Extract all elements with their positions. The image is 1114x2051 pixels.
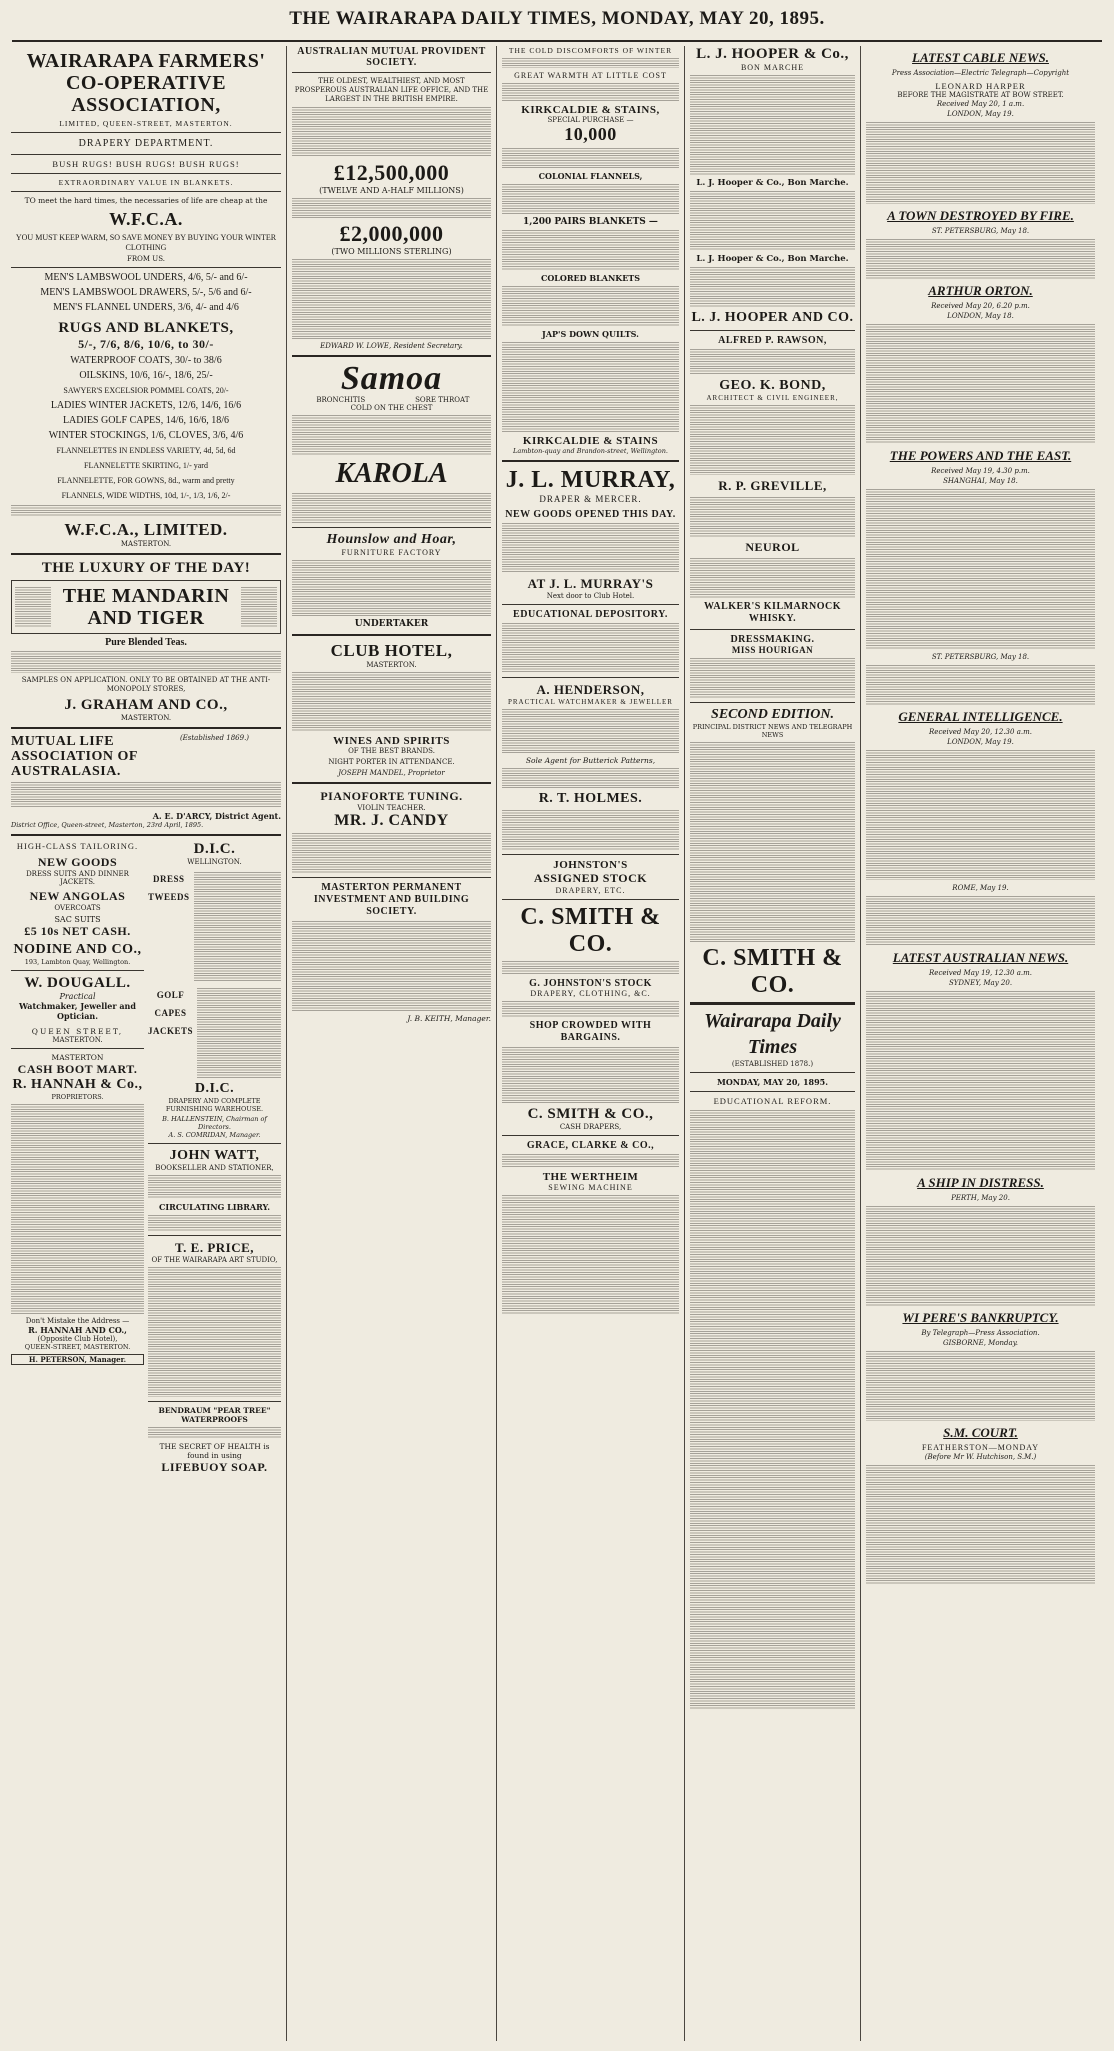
samples: SAMPLES ON APPLICATION. ONLY TO BE OBTAINED AT THE ANTI-MONOPOLY STORES, [21,676,271,693]
from-us: FROM US. [127,255,165,263]
new-goods-opened: NEW GOODS OPENED THIS DAY. [505,509,676,520]
body-text-block [690,349,855,375]
section-divider [148,1143,281,1144]
graham-place: MASTERTON. [120,714,172,722]
hounslow: Hounslow and Hoar, [326,532,457,547]
section-divider [502,1135,679,1136]
best-brands: OF THE BEST BRANDS. [348,747,435,755]
body-text-block [148,1215,281,1231]
price-line: OILSKINS, 10/6, 16/-, 18/6, 25/- [79,370,213,381]
dic-wellington: WELLINGTON. [187,858,242,866]
sore-throat: SORE THROAT [415,396,470,404]
hooper-2: L. J. Hooper & Co., Bon Marche. [696,178,849,188]
price-line: SAWYER'S EXCELSIOR POMMEL COATS, 20/- [63,386,229,395]
section-divider [292,877,491,878]
body-text-block [502,58,679,68]
holmes: R. T. HOLMES. [538,791,643,806]
ship-in-distress: A SHIP IN DISTRESS. [917,1175,1044,1190]
wfca-subtitle: LIMITED, QUEEN-STREET, MASTERTON. [59,119,233,128]
body-text-block [502,1154,679,1168]
st-petersburg-1: ST. PETERSBURG, May 18. [931,227,1030,235]
csmith: C. SMITH & CO. [520,904,661,957]
section-divider [148,1401,281,1402]
hannah-manager: H. PETERSON, Manager. [11,1354,144,1365]
amp-sub: THE OLDEST, WEALTHIEST, AND MOST PROSPEROUS AUSTRALIAN LIFE OFFICE, AND THE LARGEST IN THE BRITISH EMPIRE. [294,77,489,103]
section-divider [11,173,281,174]
body-text-block [866,122,1095,204]
dressmaking: DRESSMAKING. [730,634,815,645]
overcoats: OVERCOATS [54,904,101,912]
body-text-block [866,991,1095,1171]
hooper-3: L. J. Hooper & Co., Bon Marche. [696,254,849,264]
body-text-block [866,239,1095,279]
proprietors: PROPRIETORS. [51,1093,104,1101]
hooper: L. J. HOOPER & Co., [696,46,849,62]
luxury-heading: THE LUXURY OF THE DAY! [41,560,251,576]
shanghai: SHANGHAI, May 18. [943,477,1018,485]
london-2: LONDON, May 18. [947,312,1014,320]
price-line: MEN'S FLANNEL UNDERS, 3/6, 4/- and 4/6 [53,302,239,313]
body-text-block [11,651,281,673]
section-divider [502,677,679,678]
column-2 [289,46,494,2041]
body-text-block [292,259,491,339]
received-5: Received May 19, 12.30 a.m. [929,969,1032,977]
masthead [0,0,1114,40]
samoa-logo: Samoa [340,360,443,397]
body-text-block [866,324,1095,444]
sydney: SYDNEY, May 20. [948,979,1013,987]
body-text-block [690,497,855,537]
price-line: LADIES WINTER JACKETS, 12/6, 14/6, 16/6 [50,400,242,411]
wfca-ltd: W.F.C.A., LIMITED. [64,520,228,539]
henderson: A. HENDERSON, [536,682,645,697]
piano-tuning: PIANOFORTE TUNING. [320,789,463,803]
amp-funds-sub: (TWELVE AND A-HALF MILLIONS) [319,186,464,195]
section-divider [502,899,679,900]
bendraum: BENDRAUM "PEAR TREE" WATERPROOFS [158,1406,271,1424]
latest-cable-news: LATEST CABLE NEWS. [912,50,1049,65]
kirkcaldie: KIRKCALDIE & STAINS, [521,104,660,116]
bond: GEO. K. BOND, [719,378,826,393]
body-text-block [690,267,855,307]
section-divider [11,970,144,971]
rome: ROME, May 19. [952,884,1009,892]
hannah: R. HANNAH & Co., [12,1077,143,1092]
body-text-block [866,1351,1095,1421]
section-divider [690,1091,855,1092]
section-divider [690,629,855,630]
body-text-block [502,148,679,168]
price-line: MEN'S LAMBSWOOL DRAWERS, 5/-, 5/6 and 6/- [40,287,252,298]
csmith-2: C. SMITH & CO., [527,1106,654,1122]
permanent-society: MASTERTON PERMANENT INVESTMENT AND BUILDING SOCIETY. [313,882,470,917]
karola-logo: KAROLA [335,458,448,489]
amp-signature: EDWARD W. LOWE, Resident Secretary. [320,342,463,350]
body-text-block [690,75,855,175]
body-text-block [502,1001,679,1017]
daily-times-logo: Wairarapa Daily Times [704,1010,841,1058]
masthead-title: THE WAIRARAPA DAILY TIMES, MONDAY, MAY 20, 1895. [289,8,825,29]
wfca-name: W.F.C.A. [109,209,183,229]
at-murray: AT J. L. MURRAY'S [527,576,654,591]
dougall-place: MASTERTON. [52,1036,103,1044]
body-text-block [690,658,855,698]
educational-depository: EDUCATIONAL DEPOSITORY. [513,609,668,620]
featherston: FEATHERSTON—MONDAY [921,1443,1040,1452]
rugs-blankets: RUGS AND BLANKETS, [58,320,234,336]
draper-mercer: DRAPER & MERCER. [539,494,642,504]
queen-street: QUEEN STREET, [31,1027,124,1036]
dont-mistake: Don't Mistake the Address — [25,1317,130,1325]
column-rule [684,46,685,2041]
section-divider [292,634,491,636]
pairs-blankets: 1,200 PAIRS BLANKETS — [523,217,658,227]
architect: ARCHITECT & CIVIL ENGINEER, [706,394,839,402]
by-telegraph: By Telegraph—Press Association. [921,1329,1040,1337]
arthur-orton: ARTHUR ORTON. [928,283,1033,298]
greville: R. P. GREVILLE, [718,478,827,493]
section-divider [11,727,281,729]
received-4: Received May 20, 12.30 a.m. [929,728,1032,736]
column-3 [499,46,682,2041]
nodine: NODINE AND CO., [13,942,142,957]
section-divider [502,460,679,462]
graham: J. GRAHAM AND CO., [64,697,228,713]
body-text-block [866,1206,1095,1306]
smith-co: C. SMITH & CO. [702,945,843,998]
body-text-block [502,768,679,788]
london-3: LONDON, May 19. [947,738,1014,746]
watchmaker: Watchmaker, Jeweller and Optician. [19,1001,136,1021]
secret-health: THE SECRET OF HEALTH is found in using [159,1442,270,1460]
body-text-block [11,505,281,517]
down-quilts: JAP'S DOWN QUILTS. [542,329,639,339]
mutual-office: District Office, Queen-street, Masterton, 23rd April, 1895. [11,821,204,829]
amp-income: £2,000,000 [339,221,444,246]
mart-top: MASTERTON [51,1053,104,1062]
night-porter: NIGHT PORTER IN ATTENDANCE. [328,758,455,766]
mutual-life: MUTUAL LIFE ASSOCIATION OF AUSTRALASIA. [11,734,138,779]
opposite-club: (Opposite Club Hotel), [37,1335,118,1343]
section-divider [690,1072,855,1073]
column-4 [687,46,858,2041]
john-watt: JOHN WATT, [169,1148,260,1163]
body-text-block [502,709,679,753]
cold-chest: COLD ON THE CHEST [350,404,433,412]
body-text-block [148,1175,281,1199]
sac-price: £5 10s NET CASH. [24,924,131,938]
wfca-place: MASTERTON. [120,540,172,548]
section-divider [11,191,281,192]
body-text-block [502,810,679,850]
keith: J. B. KEITH, Manager. [407,1014,491,1023]
special-purchase: SPECIAL PURCHASE — [547,116,634,124]
educational-reform: EDUCATIONAL REFORM. [713,1096,832,1106]
new-angolas: NEW ANGOLAS [29,889,126,903]
drapery-clothing: DRAPERY, CLOTHING, &C. [530,989,651,998]
section-divider [690,330,855,331]
ten-thousand: 10,000 [564,124,617,144]
section-divider [11,834,281,836]
furniture-factory: FURNITURE FACTORY [341,548,442,557]
masthead-rule [12,40,1102,42]
body-text-block [292,493,491,523]
keep-warm: YOU MUST KEEP WARM, SO SAVE MONEY BY BUYING YOUR WINTER CLOTHING [15,233,277,252]
body-text-block [866,489,1095,649]
dress-tweeds: DRESS TWEEDS [148,874,190,902]
body-text-block [194,872,281,982]
established: (ESTABLISHED 1878.) [731,1060,814,1068]
price-line: WATERPROOF COATS, 30/- to 38/6 [70,355,222,366]
dic-manager: A. S. COMRIDAN, Manager. [168,1131,261,1139]
candy: MR. J. CANDY [334,812,449,829]
cold-discomforts: THE COLD DISCOMFORTS OF WINTER [508,46,673,55]
latest-australian-news: LATEST AUSTRALIAN NEWS. [892,950,1069,965]
sac-suits: SAC SUITS [54,915,101,924]
price-line: LADIES GOLF CAPES, 14/6, 16/6, 18/6 [62,415,230,426]
edition-date: MONDAY, MAY 20, 1895. [716,1077,829,1087]
new-goods: NEW GOODS [37,855,118,869]
received-1: Received May 20, 1 a.m. [936,100,1025,108]
before-magistrate: (Before Mr W. Hutchison, S.M.) [924,1453,1037,1461]
body-text-block [690,405,855,475]
mandarin-tiger: THE MANDARIN AND TIGER [62,585,230,629]
mandel: JOSEPH MANDEL, Proprietor [338,769,445,777]
hannah-address: R. HANNAH AND CO., [28,1325,127,1335]
mutual-est: (Established 1869.) [179,734,250,742]
assigned-stock: ASSIGNED STOCK [533,871,648,885]
principal-news: PRINCIPAL DISTRICT NEWS AND TELEGRAPH NEWS [692,723,853,739]
column-rule [496,46,497,2041]
body-text-block [866,750,1095,880]
section-divider [292,355,491,357]
bon-marche: BON MARCHE [740,63,805,72]
blended-teas: Pure Blended Teas. [105,637,187,648]
wertheim: THE WERTHEIM [542,1171,639,1183]
mandarin-box [11,580,281,634]
bookseller: BOOKSELLER AND STATIONER, [155,1164,274,1172]
body-text-block [502,230,679,270]
body-text-block [690,1110,855,1710]
price-line: WINTER STOCKINGS, 1/6, CLOVES, 3/6, 4/6 [48,430,244,441]
te-price: T. E. PRICE, [174,1240,255,1255]
queen-masterton: QUEEN-STREET, MASTERTON. [24,1343,131,1351]
gisborne: GISBORNE, Monday. [943,1339,1018,1347]
hooper-4: L. J. HOOPER AND CO. [691,310,854,325]
body-text-block [502,83,679,101]
side-panel-left [15,587,51,627]
wines-spirits: WINES AND SPIRITS [333,735,450,747]
body-text-block [690,742,855,942]
section-divider [502,854,679,855]
body-text-block [866,665,1095,705]
price-line: FLANNELS, WIDE WIDTHS, 10d, 1/-, 1/3, 1/6, 2/- [61,491,231,500]
body-text-block [292,198,491,218]
wi-pere-bankruptcy: WI PERE'S BANKRUPTCY. [902,1310,1059,1325]
dic-chairman: B. HALLENSTEIN, Chairman of Directors. [162,1115,267,1131]
column-1 [8,46,284,2041]
practical: Practical [59,992,96,1001]
body-text-block [690,558,855,598]
colonial-flannels: COLONIAL FLANNELS, [538,171,643,181]
body-text-block [148,1427,281,1439]
shop-crowded: SHOP CROWDED WITH BARGAINS. [529,1020,652,1043]
column-rule [286,46,287,2041]
colored-blankets: COLORED BLANKETS [540,273,641,283]
body-text-block [502,286,679,326]
body-text-block [11,1104,144,1314]
section-divider [292,72,491,73]
club-hotel: CLUB HOTEL, [330,641,453,660]
rugs-prices: 5/-, 7/6, 8/6, 10/6, to 30/- [78,337,214,351]
section-divider [148,1235,281,1236]
amp-income-sub: (TWO MILLIONS STERLING) [331,247,452,256]
body-text-block [292,672,491,732]
body-text-block [502,623,679,673]
murray-next: Next door to Club Hotel. [546,592,635,600]
body-text-block [292,833,491,873]
henderson-trade: PRACTICAL WATCHMAKER & JEWELLER [508,698,673,706]
club-place: MASTERTON. [366,661,417,669]
amp-funds: £12,500,000 [333,160,450,185]
body-text-block [866,896,1095,946]
dress-suits: DRESS SUITS AND DINNER JACKETS. [26,870,129,886]
column-5 [863,46,1098,2041]
body-text-block [292,107,491,157]
body-text-block [292,415,491,455]
received-2: Received May 20, 6.20 p.m. [931,302,1030,310]
dougall: W. DOUGALL. [24,975,131,991]
rawson: ALFRED P. RAWSON, [718,335,827,346]
johnstons: JOHNSTON'S [553,859,628,871]
section-divider [11,553,281,555]
wfca-title: WAIRARAPA FARMERS' CO-OPERATIVE ASSOCIATION, [26,50,266,116]
body-text-block [866,1465,1095,1585]
received-3: Received May 19, 4.30 p.m. [931,467,1030,475]
dic-drapery: DRAPERY AND COMPLETE FURNISHING WAREHOUSE. [165,1097,264,1113]
section-divider [502,604,679,605]
bow-street: BEFORE THE MAGISTRATE AT BOW STREET. [897,91,1064,99]
section-divider [690,1002,855,1005]
st-petersburg-2: ST. PETERSBURG, May 18. [931,653,1030,661]
section-divider [690,702,855,703]
body-text-block [292,560,491,616]
body-text-block [502,961,679,975]
kirkcaldie-2: KIRKCALDIE & STAINS [522,435,659,447]
side-panel-right [241,587,277,627]
sewing-machine: SEWING MACHINE [548,1183,633,1192]
body-text-block [11,782,281,808]
cash-boot-mart: CASH BOOT MART. [17,1062,138,1076]
wfca-intro: TO meet the hard times, the necessaries of life are cheap at the [24,196,268,205]
drapery-heading: DRAPERY DEPARTMENT. [78,138,214,149]
body-text-block [502,184,679,214]
amp-title: AUSTRALIAN MUTUAL PROVIDENT SOCIETY. [297,46,486,68]
perth: PERTH, May 20. [951,1194,1010,1202]
section-divider [292,527,491,528]
grace-clarke: GRACE, CLARKE & CO., [526,1140,655,1151]
town-destroyed: A TOWN DESTROYED BY FIRE. [887,208,1074,223]
miss-hourigan: MISS HOURIGAN [731,645,814,655]
column-rule [860,46,861,2041]
body-text-block [690,191,855,251]
circulating-library: CIRCULATING LIBRARY. [159,1202,270,1212]
dic-top: D.I.C. [193,841,236,857]
body-text-block [148,1267,281,1397]
body-text-block [292,921,491,1011]
cash-drapers: CASH DRAPERS, [559,1123,622,1131]
bronchitis: BRONCHITIS [316,396,366,404]
leonard-harper: LEONARD HARPER [935,81,1026,91]
murray: J. L. MURRAY, [505,467,676,493]
butterick: Sole Agent for Butterick Patterns, [525,756,656,765]
section-divider [11,1048,144,1049]
second-edition: SECOND EDITION. [711,707,834,722]
body-text-block [502,342,679,432]
dic-bottom: D.I.C. [194,1081,235,1096]
body-text-block [502,1195,679,1315]
london-1: LONDON, May 19. [947,110,1014,118]
section-divider [11,267,281,268]
powers-east: THE POWERS AND THE EAST. [889,448,1072,463]
golf-capes: GOLF CAPES JACKETS [148,990,194,1036]
violin-teacher: VIOLIN TEACHER. [357,804,426,812]
body-text-block [197,988,281,1078]
mutual-signature: A. E. D'ARCY, District Agent. [152,811,281,821]
johnstons-stock: G. JOHNSTON'S STOCK [529,978,652,989]
price-line: FLANNELETTES IN ENDLESS VARIETY, 4d, 5d, 6d [56,446,236,455]
extraordinary-value: EXTRAORDINARY VALUE IN BLANKETS. [58,178,234,187]
body-text-block [502,523,679,573]
undertaker: UNDERTAKER [354,619,429,629]
neurol: NEUROL [745,540,800,554]
art-studio: OF THE WAIRARAPA ART STUDIO, [151,1256,278,1264]
general-intelligence: GENERAL INTELLIGENCE. [898,709,1063,724]
price-line: FLANNELETTE SKIRTING, 1/- yard [84,461,208,470]
body-text-block [502,1047,679,1103]
section-divider [11,154,281,155]
press-association: Press Association—Electric Telegraph—Copyright [891,69,1070,77]
section-divider [292,782,491,784]
section-divider [11,132,281,133]
price-line: FLANNELETTE, FOR GOWNS, 8d., warm and pretty [57,476,235,485]
bush-rugs: BUSH RUGS! BUSH RUGS! BUSH RUGS! [52,159,240,169]
drapery-etc: DRAPERY, ETC. [555,886,626,895]
walker-whisky: WALKER'S KILMARNOCK WHISKY. [703,601,841,624]
nodine-address: 193, Lambton Quay, Wellington. [24,958,131,966]
great-warmth: GREAT WARMTH AT LITTLE COST [514,71,667,80]
tailoring: HIGH-CLASS TAILORING. [16,841,139,851]
sm-court: S.M. COURT. [943,1425,1018,1440]
price-line: MEN'S LAMBSWOOL UNDERS, 4/6, 5/- and 6/- [44,272,248,283]
kirkcaldie-address: Lambton-quay and Brandon-street, Wellington. [513,447,668,455]
lifebuoy: LIFEBUOY SOAP. [161,1460,268,1474]
